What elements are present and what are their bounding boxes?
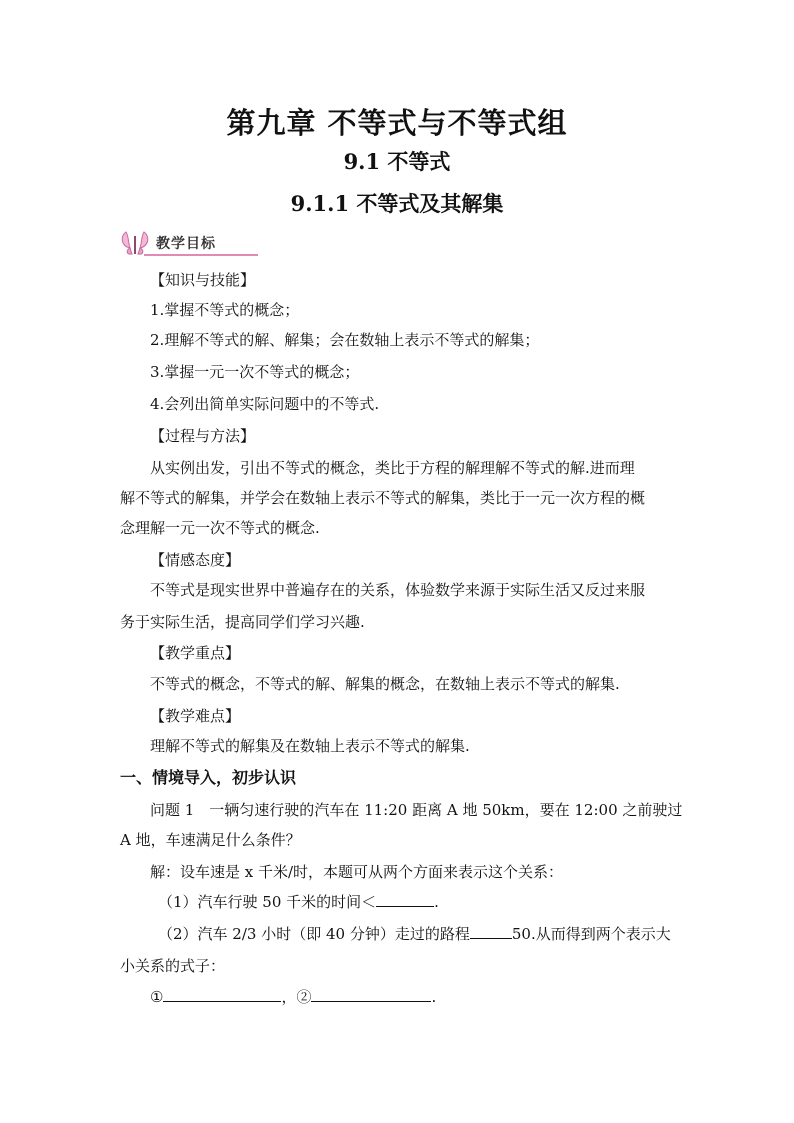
- emotion-line-1: 不等式是现实世界中普遍存在的关系，体验数学来源于实际生活又反过来服: [150, 581, 646, 599]
- emotion-line-2: 务于实际生活，提高同学们学习兴趣.: [120, 613, 365, 631]
- knowledge-item-4: 4.会列出简单实际问题中的不等式.: [150, 395, 380, 413]
- emotion-heading: 【情感态度】: [150, 551, 241, 569]
- knowledge-item-1: 1.掌握不等式的概念；: [150, 301, 300, 319]
- answer-blank-1[interactable]: [376, 892, 434, 907]
- formula-separator: ，②: [281, 988, 312, 1006]
- condition-2: [158, 924, 671, 944]
- condition-1-end: .: [434, 893, 439, 911]
- process-line-3: 念理解一元一次不等式的概念.: [120, 519, 320, 537]
- condition-2-text: （2）汽车 2/3 小时（即 40 分钟）走过的路程: [158, 925, 470, 943]
- question-1-line-2: A 地，车速满足什么条件？: [120, 831, 301, 849]
- difficult-points-heading: 【教学难点】: [150, 707, 241, 725]
- condition-1: [158, 892, 439, 912]
- subsection-title: 9.1.1 不等式及其解集: [290, 191, 504, 216]
- badge-label: 教学目标: [156, 236, 216, 252]
- key-points-text: 不等式的概念，不等式的解、解集的概念，在数轴上表示不等式的解集.: [150, 675, 620, 693]
- condition-2-end: 50.从而得到两个表示大: [511, 925, 671, 943]
- formula-blank-2[interactable]: [311, 987, 431, 1002]
- process-line-1: 从实例出发，引出不等式的概念，类比于方程的解理解不等式的解.进而理: [150, 459, 635, 477]
- formula-end: .: [431, 988, 437, 1006]
- condition-2-continued: 小关系的式子：: [120, 957, 226, 975]
- process-heading: 【过程与方法】: [150, 427, 256, 445]
- difficult-points-text: 理解不等式的解集及在数轴上表示不等式的解集.: [150, 737, 470, 755]
- key-points-heading: 【教学重点】: [150, 644, 241, 662]
- answer-blank-2[interactable]: [470, 924, 512, 939]
- part-1-heading: 一、情境导入，初步认识: [120, 768, 297, 787]
- knowledge-heading: 【知识与技能】: [150, 271, 256, 289]
- knowledge-item-2: 2.理解不等式的解、解集；会在数轴上表示不等式的解集；: [150, 331, 540, 349]
- formula-blank-1[interactable]: [163, 987, 281, 1002]
- formula-1-label: ①: [150, 988, 164, 1006]
- question-1-line-1: 问题 1 一辆匀速行驶的汽车在 11:20 距离 A 地 50km，要在 12:00 之前驶过: [150, 801, 683, 819]
- knowledge-item-3: 3.掌握一元一次不等式的概念；: [150, 363, 360, 381]
- formula-blanks: [150, 987, 436, 1007]
- solution-intro: 解：设车速是 x 千米/时，本题可从两个方面来表示这个关系：: [150, 863, 564, 881]
- section-title: 9.1 不等式: [343, 149, 451, 174]
- chapter-title: 第九章 不等式与不等式组: [226, 106, 568, 140]
- teaching-goals-badge: [118, 228, 260, 258]
- condition-1-text: （1）汽车行驶 50 千米的时间＜: [158, 893, 377, 911]
- process-line-2: 解不等式的解集，并学会在数轴上表示不等式的解集，类比于一元一次方程的概: [120, 489, 646, 507]
